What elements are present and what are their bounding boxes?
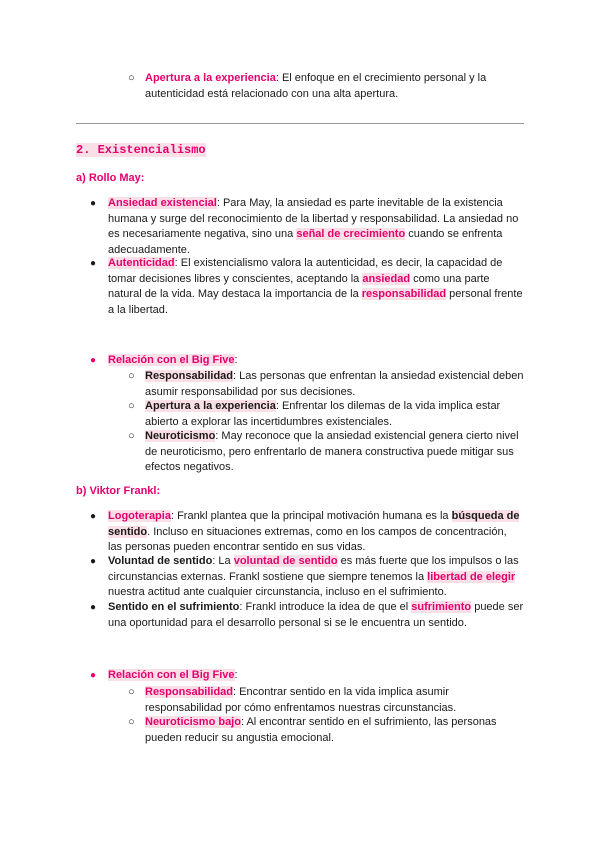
list-circle-marker: ○ [128, 400, 135, 412]
list-item: Responsabilidad: Encontrar sentido en la vida implica asumir responsabilidad por cómo enfrentamos nuestras circunstancias. [145, 686, 457, 714]
list-item: Ansiedad existencial: Para May, la ansiedad es parte inevitable de la existencia humana y surge del reconocimiento de la libertad y responsabilidad. La ansiedad no es necesariamente negativa, sino una señal de crecimiento cuando se enfrenta adecuadamente. [108, 197, 519, 256]
list-bullet: ● [90, 556, 97, 567]
horizontal-rule [76, 123, 524, 124]
list-bullet: ● [90, 670, 97, 681]
list-bullet: ● [90, 258, 97, 269]
bigfive-heading: Relación con el Big Five: [108, 354, 238, 366]
list-circle-marker: ○ [128, 686, 135, 698]
list-bullet: ● [90, 198, 97, 209]
list-circle-marker: ○ [128, 716, 135, 728]
term-label: Apertura a la experiencia [145, 72, 276, 84]
list-circle-marker: ○ [128, 430, 135, 442]
subsection-heading: a) Rollo May: [76, 172, 145, 184]
list-bullet: ● [90, 602, 97, 613]
list-item: Autenticidad: El existencialismo valora la autenticidad, es decir, la capacidad de tomar decisiones libres y conscientes, aceptando la ansiedad como una parte natural de la vida. May destaca la importancia de la responsabilidad personal frente a la libertad. [108, 257, 523, 316]
bigfive-heading: Relación con el Big Five: [108, 669, 238, 681]
list-item: Sentido en el sufrimiento: Frankl introduce la idea de que el sufrimiento puede ser una oportunidad para el desarrollo personal si se le encuentra un sentido. [108, 601, 524, 629]
list-circle-marker: ○ [128, 72, 135, 84]
subsection-heading: b) Viktor Frankl: [76, 485, 161, 497]
list-item: Apertura a la experiencia: Enfrentar los dilemas de la vida implica estar abierto a explorar las incertidumbres existenciales. [145, 400, 501, 428]
section-heading: 2. Existencialismo [76, 143, 206, 157]
list-item: Neuroticismo: May reconoce que la ansiedad existencial genera cierto nivel de neuroticismo, pero enfrentarlo de manera constructiva puede mitigar sus efectos negativos. [145, 430, 519, 473]
list-item: Voluntad de sentido: La voluntad de sentido es más fuerte que los impulsos o las circunstancias externas. Frankl sostiene que siempre tenemos la libertad de elegir nuestra actitud ante cualquier circunstancia, incluso en el sufrimiento. [108, 555, 519, 598]
list-bullet: ● [90, 511, 97, 522]
list-item: Responsabilidad: Las personas que enfrentan la ansiedad existencial deben asumir responsabilidad por sus decisiones. [145, 370, 524, 398]
list-bullet: ● [90, 355, 97, 366]
list-item: Apertura a la experiencia: El enfoque en el crecimiento personal y la autenticidad está relacionado con una alta apertura. [145, 72, 487, 100]
list-circle-marker: ○ [128, 370, 135, 382]
list-item: Neuroticismo bajo: Al encontrar sentido en el sufrimiento, las personas pueden reducir su angustia emocional. [145, 716, 497, 744]
list-item: Logoterapia: Frankl plantea que la principal motivación humana es la búsqueda de sentido. Incluso en situaciones extremas, como en los campos de concentración, las personas pueden encontrar sentido en sus vidas. [108, 510, 520, 553]
